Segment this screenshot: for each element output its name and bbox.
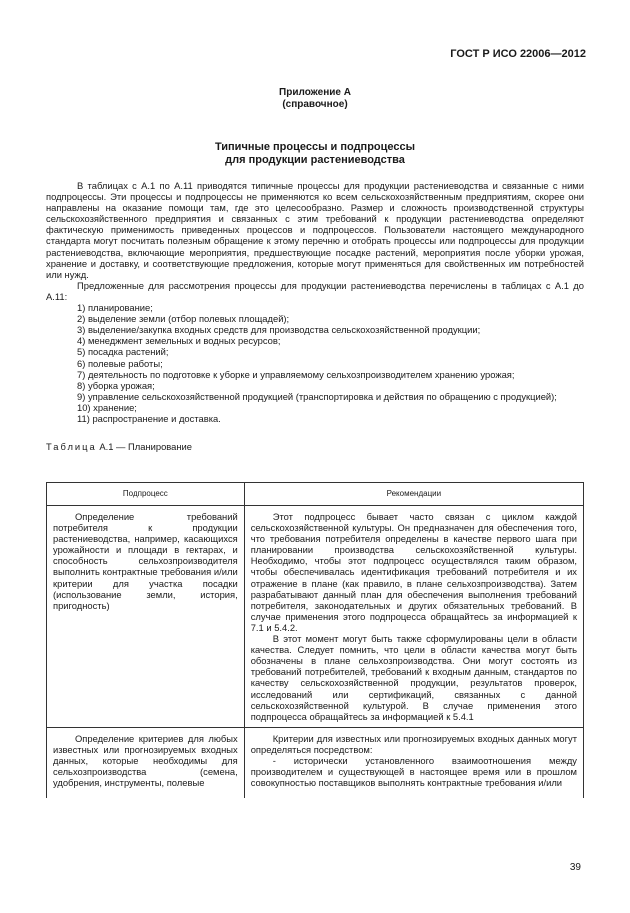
document-code: ГОСТ Р ИСО 22006—2012 [450, 48, 586, 60]
intro-paragraph: В таблицах с А.1 по А.11 приводятся типичные процессы для продукции растениеводства и связанные с ними подпроцессы. Эти процессы и подпроцессы не применяются ко всем сельскохозяйственным предприятиям, скорее они направлены на оказание помощи там, где это целесообразно. Размер и сложность производственной структуры сельскохозяйственного предприятия и связанных с этим требований к продукции растениеводства определяют фактическую применимость приведенных процессов и подпроцессов. Пользователи настоящего международного стандарта могут посчитать полезным обращение к этому перечню и отобрать процессы или подпроцессы для продукции растениеводства, включающие мероприятия, предшествующие посадке растений, мероприятия после уборки урожая, хранение и доставку, и соответствующие предложения, которые могут применяться для свойственных им потребностей или нужд. [46, 180, 584, 280]
appendix-title: Приложение А [279, 87, 351, 98]
subprocess-cell [47, 727, 245, 798]
table-header-row [47, 483, 584, 506]
section-title-line-1: Типичные процессы и подпроцессы [214, 141, 416, 153]
list-item: 6) полевые работы; [77, 357, 163, 369]
list-item: 4) менеджмент земельных и водных ресурсов; [77, 335, 281, 347]
body-text [46, 180, 584, 424]
subprocess-text: Определение требований потребителя к продукции растениеводства, например, касающихся урожайности и площади в гектарах, и способность сельхозпроизводителя выполнить контрактные требования и/или критерии для участка посадки (использование земли, история, пригодность) [53, 511, 238, 611]
subprocess-cell [47, 506, 245, 728]
table-caption [46, 441, 192, 452]
page-number: 39 [569, 862, 581, 873]
section-title [0, 141, 630, 167]
recommendation-text: Критерии для известных или прогнозируемых входных данных могут определяться посредством: [250, 732, 577, 755]
table-caption-label: Таблица [46, 441, 97, 452]
list-item: 7) деятельность по подготовке к уборке и управляемому сельхозпроизводителем хранению урожая; [77, 368, 515, 380]
recommendation-text: Этот подпроцесс бывает часто связан с циклом каждой сельскохозяйственной культуры. Он предназначен для обеспечения того, что требования потребителя определены в качестве первого шага при планировании производства сельскохозяйственной культуры. Необходимо, чтобы этот подпроцесс осуществлялся таким образом, чтобы обеспечивалась идентификация требований потребителя и их отражение в плане (как правило, в плане сельхозпроизводства). Затем разрабатывают данный план для обеспечения выполнения требований потребителя, законодательных и других обязательных требований. В случае применения этого подпроцесса обращайтесь за информацией к 7.1 и 5.4.2. [250, 511, 577, 633]
recommendation-text: В этот момент могут быть также сформулированы цели в области качества. Следует помнить, что цели в области качества могут быть обозначены в плане сельхозпроизводства. Они могут состоять из требований потребителей, требований к входным данным, стандартов по качеству сельскохозяйственной продукции, результатов проверок, исследований или сертификаций, связанных с данной сельскохозяйственной культурой. В случае применения этого подпроцесса обращайтесь за информацией к 5.4.1 [250, 633, 577, 722]
section-title-line-2: для продукции растениеводства [225, 154, 405, 166]
planning-table [46, 482, 584, 798]
list-item: 10) хранение; [77, 401, 137, 413]
recommendation-text: - исторически установленного взаимоотношения между производителем и существующей в настоящее время или в прошлом совокупностью поставщиков выполнять контрактные требования и/или [250, 754, 577, 789]
column-header-subprocess: Подпроцесс [47, 483, 245, 506]
table-row [47, 727, 584, 798]
recommendation-cell [244, 727, 583, 798]
appendix-heading [0, 87, 630, 111]
list-item: 2) выделение земли (отбор полевых площадей); [77, 313, 290, 325]
column-header-recommendations: Рекомендации [244, 483, 583, 506]
list-item: 8) уборка урожая; [77, 379, 155, 391]
table-caption-text: А.1 — Планирование [99, 441, 193, 452]
appendix-subtitle: (справочное) [282, 99, 348, 110]
subprocess-text: Определение критериев для любых известных или прогнозируемых входных данных, которые необходимы для сельхозпроизводства (семена, удобрения, инструменты, полевые [53, 732, 238, 789]
list-item: 3) выделение/закупка входных средств для производства сельскохозяйственной продукции; [77, 324, 481, 336]
list-item: 5) посадка растений; [77, 346, 169, 358]
table-row [47, 506, 584, 728]
recommendation-cell [244, 506, 583, 728]
list-item: 11) распространение и доставка. [77, 412, 221, 424]
list-item: 9) управление сельскохозяйственной продукцией (транспортировка и действия по обращению с продукцией); [77, 390, 557, 402]
process-list-intro: Предложенные для рассмотрения процессы для продукции растениеводства перечислены в таблицах с А.1 до А.11: [46, 279, 584, 302]
list-item: 1) планирование; [77, 302, 153, 314]
